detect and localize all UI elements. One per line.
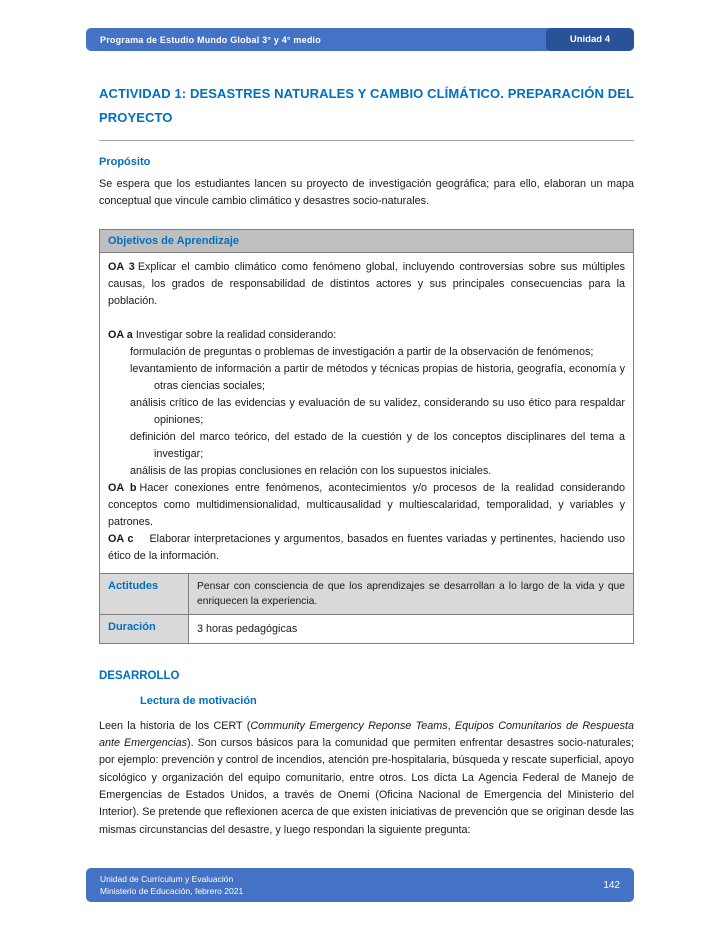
duracion-label: Duración xyxy=(100,614,189,643)
oac-paragraph xyxy=(108,531,625,565)
paragraph-part: Leen la historia de los CERT ( xyxy=(99,719,251,732)
proposito-text: Se espera que los estudiantes lancen su proyecto de investigación geográfica; para ello, elaboran un mapa conceptual que vincule cambio climático y desastres socio-naturales. xyxy=(99,178,634,208)
oaa-text: Investigar sobre la realidad considerando: xyxy=(135,328,337,341)
footer-credits xyxy=(100,873,243,897)
objectives-header: Objetivos de Aprendizaje xyxy=(100,229,634,252)
footer-bar xyxy=(86,868,634,902)
oa3-label: OA 3 xyxy=(108,260,135,273)
proposito-heading: Propósito xyxy=(99,156,151,168)
lectura-heading: Lectura de motivación xyxy=(140,694,257,707)
actitudes-text: Pensar con consciencia de que los aprendizajes se desarrollan a lo largo de la vida y que enriquecen la experiencia. xyxy=(189,573,634,614)
footer-line-2: Ministerio de Educación, febrero 2021 xyxy=(100,886,244,896)
oaa-paragraph xyxy=(108,327,625,344)
objectives-body xyxy=(100,252,634,573)
actitudes-label: Actitudes xyxy=(100,573,189,614)
actitudes-row xyxy=(100,573,634,614)
oaa-label: OA a xyxy=(108,328,133,341)
paragraph-part: , xyxy=(447,719,455,732)
oab-label: OA b xyxy=(108,481,137,494)
duracion-text: 3 horas pedagógicas xyxy=(189,614,634,643)
page-number: 142 xyxy=(603,879,620,891)
oaa-list-item: levantamiento de información a partir de métodos y técnicas propias de historia, geografía, economía y otras ciencias sociales; xyxy=(130,362,625,392)
oab-text: Hacer conexiones entre fenómenos, acontecimientos y/o procesos de la realidad considerando conceptos como multidimensionalidad, multicausalidad y multiescalaridad, temporalidad, y variables y patrones. xyxy=(108,481,626,528)
oa3-paragraph xyxy=(108,259,625,310)
paragraph-part: ). Son cursos básicos para la comunidad que permiten enfrentar desastres socio-naturales; por ejemplo: prevención y control de incendios, atención pre-hospitalaria, búsqueda y rescate superficial, apoyo sicológico y organización del equipo comunitario, entre otros. Los dicta La Agencia Federal de Manejo de Emergencias de Estados Unidos, a través de Onemi (Oficina Nacional de Emergencia del Ministerio del Interior). Se pretende que reflexionen acerca de que existen iniciativas de prevención que se originan desde las mismas circunstancias del desastre, y luego respondan la siguiente pregunta: xyxy=(99,737,634,836)
duracion-row xyxy=(100,614,634,643)
oac-text: Elaborar interpretaciones y argumentos, basados en fuentes variadas y pertinentes, haciendo uso ético de la información. xyxy=(108,532,625,562)
oa3-text: Explicar el cambio climático como fenómeno global, incluyendo controversias sobre sus múltiples causas, los grados de responsabilidad de distintos actores y sus principales consecuencias para la población. xyxy=(108,260,625,307)
objectives-header-row xyxy=(100,229,634,252)
paragraph-italic-english: Community Emergency Reponse Teams xyxy=(250,719,448,732)
oac-label: OA c xyxy=(108,532,134,545)
footer-line-1: Unidad de Currículum y Evaluación xyxy=(100,874,234,884)
oaa-list-item: análisis de las propias conclusiones en relación con los supuestos iniciales. xyxy=(130,464,492,477)
oaa-list-item: definición del marco teórico, del estado de la cuestión y de los conceptos disciplinares del tema a investigar; xyxy=(130,430,625,460)
oab-paragraph xyxy=(108,480,625,531)
desarrollo-heading: DESARROLLO xyxy=(99,669,180,682)
objectives-body-row xyxy=(100,252,634,573)
paragraph-italic-spanish: Equipos Comunitarios de Respuesta ante Emergencias xyxy=(99,719,635,750)
objectives-table xyxy=(99,229,634,644)
oaa-item-list xyxy=(108,344,625,480)
content-area xyxy=(99,82,634,839)
unit-badge: Unidad 4 xyxy=(546,28,634,51)
oaa-list-item: formulación de preguntas o problemas de investigación a partir de la observación de fenómenos; xyxy=(130,345,594,358)
header-bar xyxy=(86,28,634,51)
oaa-list-item: análisis crítico de las evidencias y evaluación de su validez, considerando su uso ético para respaldar opiniones; xyxy=(130,396,625,426)
activity-title: ACTIVIDAD 1: DESASTRES NATURALES Y CAMBIO CLÍMÁTICO. PREPARACIÓN DEL PROYECTO xyxy=(99,82,634,141)
motivation-paragraph xyxy=(99,718,634,839)
program-title: Programa de Estudio Mundo Global 3° y 4° medio xyxy=(100,34,321,45)
